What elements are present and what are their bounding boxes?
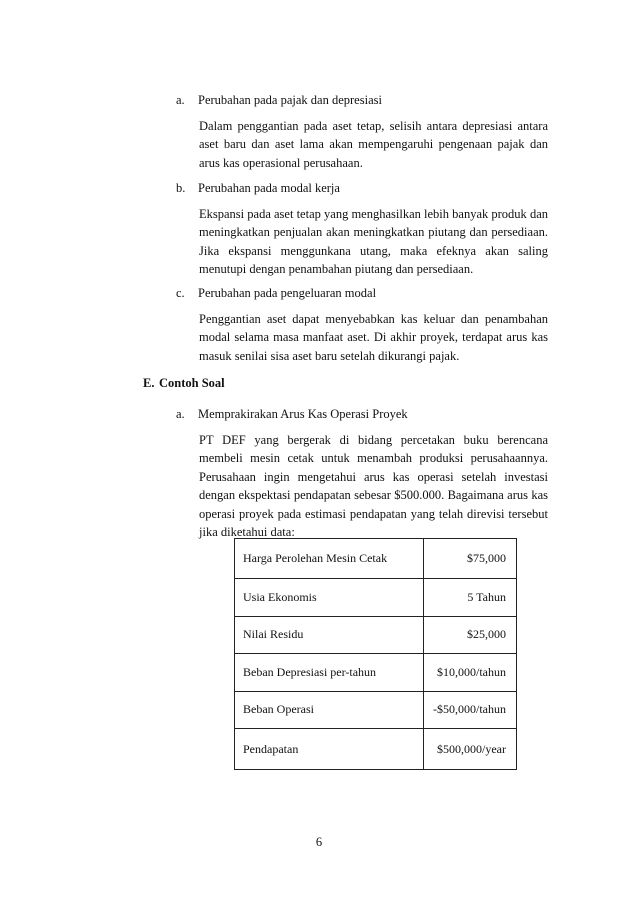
example-heading [176, 406, 408, 422]
table-row [235, 579, 517, 617]
data-table [234, 538, 517, 770]
item-b-paragraph: Ekspansi pada aset tetap yang menghasilkan lebih banyak produk dan meningkatkan penjualan akan meningkatkan piutang dan persediaan. Jika ekspansi menggunkana utang, maka efeknya akan saling menutupi dengan penambahan piutang dan persediaan. [199, 207, 548, 277]
item-a-title: Perubahan pada pajak dan depresiasi [198, 93, 382, 107]
item-a-heading [176, 92, 382, 108]
item-c-letter: c. [176, 286, 185, 300]
table-cell-label: Pendapatan [235, 729, 424, 770]
item-a-paragraph: Dalam penggantian pada aset tetap, selisih antara depresiasi antara aset baru dan aset lama akan mempengaruhi pengenaan pajak dan arus kas operasional perusahaan. [199, 119, 548, 170]
section-e-title: Contoh Soal [159, 376, 225, 390]
table-cell-label: Beban Depresiasi per-tahun [235, 654, 424, 692]
table-cell-value: $25,000 [424, 616, 517, 654]
table-cell-label: Usia Ekonomis [235, 579, 424, 617]
table-cell-value: -$50,000/tahun [424, 691, 517, 729]
table-row [235, 691, 517, 729]
table-cell-label: Nilai Residu [235, 616, 424, 654]
table-cell-label: Beban Operasi [235, 691, 424, 729]
item-b-title: Perubahan pada modal kerja [198, 181, 340, 195]
table-cell-value: 5 Tahun [424, 579, 517, 617]
item-a-letter: a. [176, 93, 185, 107]
table-cell-value: $75,000 [424, 539, 517, 579]
section-e-letter: E. [143, 376, 155, 390]
table-row [235, 729, 517, 770]
table-row [235, 654, 517, 692]
example-title: Memprakirakan Arus Kas Operasi Proyek [198, 407, 408, 421]
table-cell-value: $500,000/year [424, 729, 517, 770]
item-c-paragraph: Penggantian aset dapat menyebabkan kas keluar dan penambahan modal selama masa manfaat aset. Di akhir proyek, terdapat arus kas masuk senilai sisa aset baru setelah dikurangi pajak. [199, 312, 548, 363]
page-number: 6 [315, 835, 323, 849]
item-b-letter: b. [176, 181, 186, 195]
example-letter: a. [176, 407, 185, 421]
table-cell-value: $10,000/tahun [424, 654, 517, 692]
item-c-heading [176, 285, 376, 301]
item-c-title: Perubahan pada pengeluaran modal [198, 286, 377, 300]
item-b-heading [176, 180, 340, 196]
example-paragraph: PT DEF yang bergerak di bidang percetakan buku berencana membeli mesin cetak untuk menambah produksi perusahaannya. Perusahaan ingin mengetahui arus kas operasi setelah investasi dengan ekspektasi pendapatan sebesar $500.000. Bagaimana arus kas operasi proyek pada estimasi pendapatan yang telah direvisi tersebut jika diketahui data: [199, 433, 548, 540]
table-row [235, 616, 517, 654]
table-cell-label: Harga Perolehan Mesin Cetak [235, 539, 424, 579]
table-row [235, 539, 517, 579]
section-e-heading [143, 376, 225, 391]
